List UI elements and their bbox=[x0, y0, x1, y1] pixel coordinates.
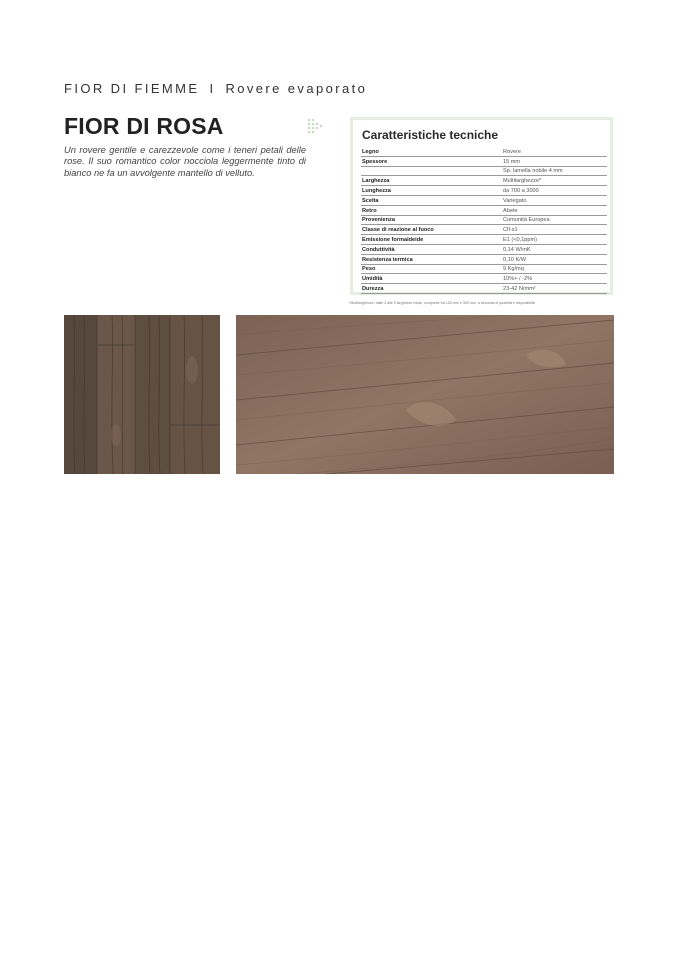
spec-key: Resistenza termica bbox=[361, 254, 502, 264]
spec-value: Abete bbox=[502, 205, 607, 215]
spec-key: Lunghezza bbox=[361, 186, 502, 196]
spec-value: E1 (<0,1ppm) bbox=[502, 235, 607, 245]
spec-row bbox=[361, 264, 607, 274]
spec-value: Rovere bbox=[502, 147, 607, 156]
collection-name: FIOR DI FIEMME bbox=[64, 81, 200, 96]
spec-value: Comunità Europea bbox=[502, 215, 607, 225]
spec-key: Classe di reazione al fuoco bbox=[361, 225, 502, 235]
wood-floor-photo bbox=[236, 315, 614, 474]
specs-title: Caratteristiche tecniche bbox=[362, 128, 499, 142]
spec-key bbox=[361, 166, 502, 176]
spec-row bbox=[361, 205, 607, 215]
technical-specs-box bbox=[350, 117, 613, 295]
spec-key: Durezza bbox=[361, 284, 502, 294]
spec-value: 0,14 W/mK bbox=[502, 244, 607, 254]
spec-row bbox=[361, 225, 607, 235]
spec-row bbox=[361, 166, 607, 176]
dots-arrow-icon bbox=[307, 118, 325, 134]
collection-subtitle: Rovere evaporato bbox=[225, 81, 368, 96]
spec-row bbox=[361, 176, 607, 186]
spec-key: Spessore bbox=[361, 156, 502, 166]
spec-key: Conduttività bbox=[361, 244, 502, 254]
spec-key: Umidità bbox=[361, 274, 502, 284]
spec-value: 9 Kg/mq bbox=[502, 264, 607, 274]
product-description: Un rovere gentile e carezzevole come i teneri petali delle rose. Il suo romantico color nocciola leggermente tinto di bianco ne fa un avvolgente mantello di velluto. bbox=[64, 145, 306, 178]
spec-key: Legno bbox=[361, 147, 502, 156]
spec-value: Variegato bbox=[502, 195, 607, 205]
spec-row bbox=[361, 186, 607, 196]
spec-value: 0,10 K/W bbox=[502, 254, 607, 264]
spec-key: Larghezza bbox=[361, 176, 502, 186]
spec-value: Multilarghezze* bbox=[502, 176, 607, 186]
spec-value: 23-42 N/mm² bbox=[502, 284, 607, 294]
collection-header bbox=[64, 81, 367, 96]
spec-value: da 700 a 3000 bbox=[502, 186, 607, 196]
spec-row bbox=[361, 274, 607, 284]
spec-row bbox=[361, 215, 607, 225]
wood-sample-closeup bbox=[64, 315, 220, 474]
product-title: FIOR DI ROSA bbox=[64, 113, 224, 139]
spec-row bbox=[361, 147, 607, 156]
spec-row bbox=[361, 244, 607, 254]
spec-value: Sp. lamella nobile 4 mm bbox=[502, 166, 607, 176]
spec-row bbox=[361, 254, 607, 264]
specs-footnote: *Multilarghezze: dalle 3 alle 5 larghezze miste, comprese tra 100 mm e 300 mm, a seconda di quantità e disponibilità bbox=[349, 301, 535, 305]
spec-key: Scelta bbox=[361, 195, 502, 205]
spec-value: 10%+ / -2% bbox=[502, 274, 607, 284]
spec-row bbox=[361, 284, 607, 294]
spec-value: Cfl-s1 bbox=[502, 225, 607, 235]
spec-key: Retro bbox=[361, 205, 502, 215]
spec-row bbox=[361, 235, 607, 245]
spec-key: Peso bbox=[361, 264, 502, 274]
spec-value: 15 mm bbox=[502, 156, 607, 166]
header-separator: I bbox=[209, 81, 216, 96]
spec-row bbox=[361, 195, 607, 205]
spec-row bbox=[361, 156, 607, 166]
spec-key: Emissione formaldeide bbox=[361, 235, 502, 245]
spec-key: Provenienza bbox=[361, 215, 502, 225]
specs-table bbox=[361, 147, 607, 294]
